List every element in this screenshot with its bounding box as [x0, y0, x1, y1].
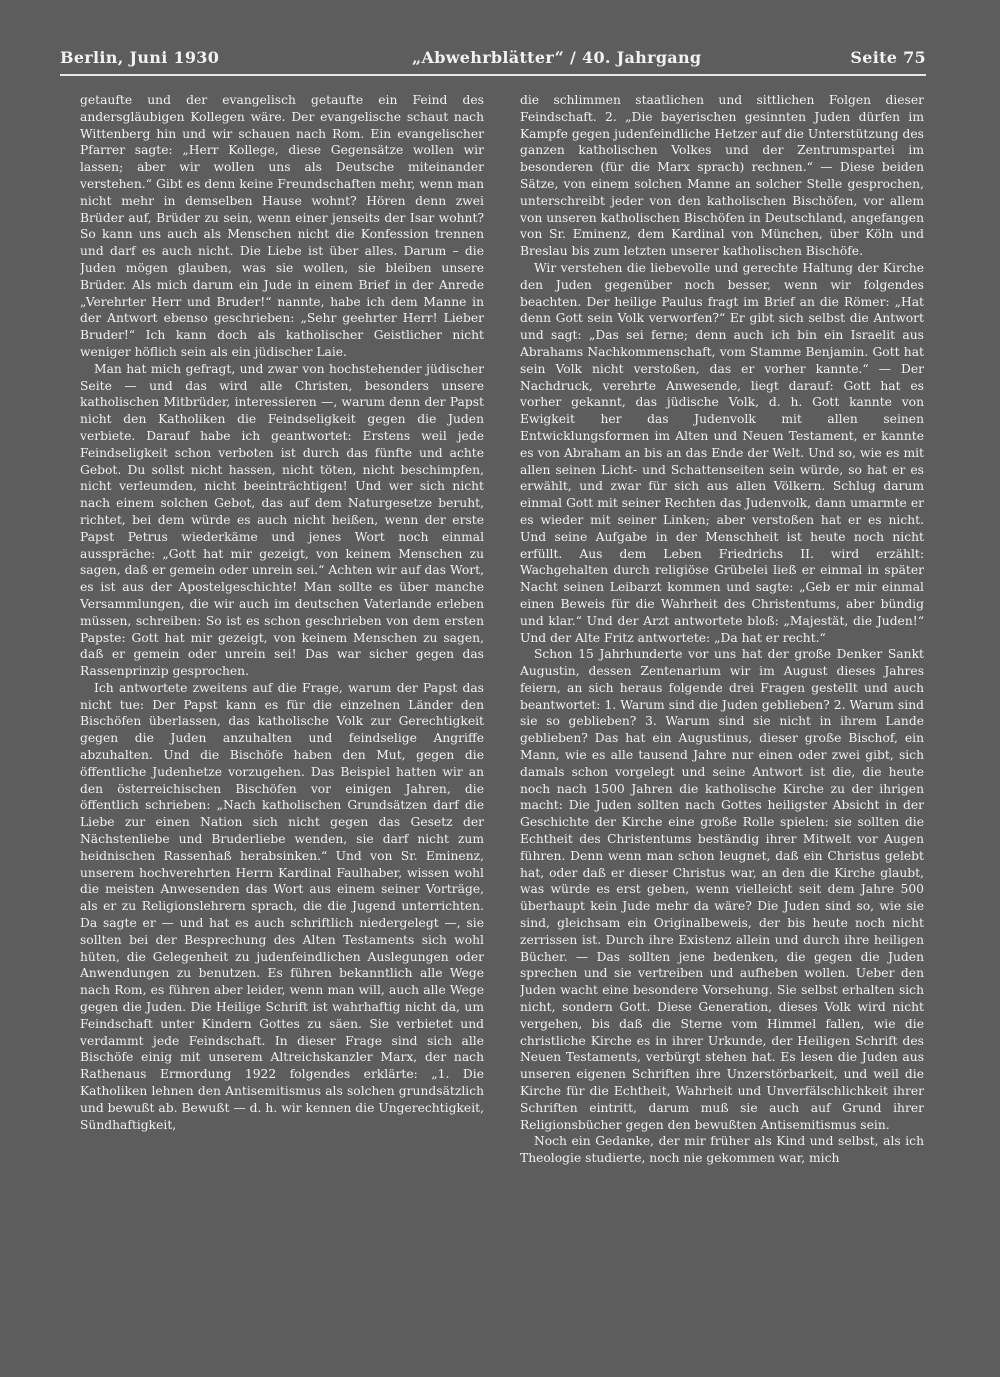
paragraph: Wir verstehen die liebevolle und gerechte Haltung der Kirche den Juden gegenüber noch besser, wenn wir folgendes beachten. Der heilige Paulus fragt im Brief an die Römer: „Hat denn Gott sein Volk verworfen?“ Er gibt sich selbst die Antwort und sagt: „Das sei ferne; denn auch ich bin ein Israelit aus Abrahams Nachkommenschaft, vom Stamme Benjamin. Gott hat sein Volk nicht verstoßen, das er vorher kannte.“ — Der Nachdruck, verehrte Anwesende, liegt darauf: Gott hat es vorher gekannt, das jüdische Volk, d. h. Gott kannte von Ewigkeit her das Judenvolk mit allen seinen Entwicklungsformen im Alten und Neuen Testament, er kannte es von Abraham an bis an das Ende der Welt. Und so, wie es mit allen seinen Licht- und Schattenseiten sein würde, so hat er es erwählt, und zwar für sich aus allen Völkern. Schlug darum einmal Gott mit seiner Rechten das Judenvolk, dann umarmte er es wieder mit seiner Linken; aber verstoßen hat er es nicht. Und seine Aufgabe in der Menschheit ist heute noch nicht erfüllt. Aus dem Leben Friedrichs II. wird erzählt: Wachgehalten durch religiöse Grübelei ließ er einmal in später Nacht seinen Leibarzt kommen und sagte: „Geb er mir einmal einen Beweis für die Wahrheit des Christentums, aber bündig und klar.“ Und der Arzt antwortete bloß: „Majestät, die Juden!“ Und der Alte Fritz antwortete: „Da hat er recht.“ — [520, 260, 924, 645]
paragraph: Schon 15 Jahrhunderte vor uns hat der große Denker Sankt Augustin, dessen Zentenarium wir im August dieses Jahres feiern, an sich heraus folgende drei Fragen gestellt und auch beantwortet: 1. Warum sind die Juden geblieben? 2. Warum sind sie so geblieben? 3. Warum sind sie nicht in ihrem Lande geblieben? Das hat ein Augustinus, dieser große Bischof, ein Mann, wie es alle tausend Jahre nur einen oder zwei gibt, sich damals schon vorgelegt und seine Antwort ist die, die heute noch nach 1500 Jahren die katholische Kirche zu der ihrigen macht: Die Juden sollten nach Gottes heiligster Absicht in der Geschichte der Kirche eine große Rolle spielen: sie sollten die Echtheit des Christentums beständig ihrer Mitwelt vor Augen führen. Denn wenn man schon leugnet, daß ein Christus gelebt hat, oder daß er dieser Christus war, an den die Kirche glaubt, was würde es erst geben, wenn vielleicht seit dem Jahre 500 überhaupt kein Jude mehr da wäre? Die Juden sind so, wie sie sind, gleichsam ein Originalbeweis, der bis heute noch nicht zerrissen ist. Durch ihre Existenz allein und durch ihre heiligen Bücher. — Das sollten jene bedenken, die gegen die Juden sprechen und sie vertreiben und aufheben wollen. Ueber den Juden wacht eine besondere Vorsehung. Sie selbst erhalten sich nicht, sondern Gott. Diese Generation, dieses Volk wird nicht vergehen, bis daß die Sterne vom Himmel fallen, wie die christliche Kirche es in ihrer Urkunde, der Heiligen Schrift des Neuen Testaments, verbürgt stehen hat. Es lesen die Juden aus unseren eigenen Schriften ihre Unzerstörbarkeit, und weil die Kirche für die Echtheit, Wahrheit und Unverfälschlichkeit ihrer Schriften eintritt, darum muß sie auch auf Grund ihrer Religionsbücher gegen den bewußten Antisemitismus sein. — [520, 647, 924, 1132]
paragraph: Noch ein Gedanke, der mir früher als Kind und selbst, als ich Theologie studierte, noch nie gekommen war, mich — [520, 1134, 924, 1166]
header-publication: „Abwehrblätter“ / 40. Jahrgang — [412, 48, 702, 67]
header-page-number: Seite 75 — [850, 48, 926, 67]
paragraph: Ich antwortete zweitens auf die Frage, warum der Papst das nicht tue: Der Papst kann es für die einzelnen Länder den Bischöfen überlassen, das katholische Volk zur Gerechtigkeit gegen die Juden anzuhalten und feindselige Angriffe abzuhalten. Und die Bischöfe haben den Mut, gegen die öffentliche Judenhetze vorzugehen. Das Beispiel hatten wir an den österreichischen Bischöfen vor einigen Jahren, die öffentlich schrieben: „Nach katholischen Grundsätzen darf die Liebe zur einen Nation sich nicht gegen das Gesetz der Nächstenliebe und Bruderliebe wenden, sie darf nicht zum heidnischen Rassenhaß herabsinken.“ Und von Sr. Eminenz, unserem hochverehrten Herrn Kardinal Faulhaber, wissen wohl die meisten Anwesenden das Wort aus einem seiner Vorträge, als er zu Religionslehrern sprach, die die Jugend unterrichten. Da sagte er — und hat es auch schriftlich niedergelegt —, sie sollten bei der Besprechung des Alten Testaments sich wohl hüten, die Gelegenheit zu judenfeindlichen Auslegungen oder Anwendungen zu benutzen. Es führen bekanntlich alle Wege nach Rom, es führen aber leider, wenn man will, auch alle Wege gegen die Juden. Die Heilige Schrift ist wahrhaftig nicht da, um Feindschaft unter Kindern Gottes zu säen. Sie verbietet und verdammt jede Feindschaft. In dieser Frage sind sich alle Bischöfe einig mit unserem Altreichskanzler Marx, der nach Rathenaus Ermordung 1922 folgendes erklärte: „1. Die Katholiken lehnen den Antisemitismus als solchen grundsätzlich und bewußt ab. Bewußt — d. h. wir kennen die Ungerechtigkeit, Sündhaftigkeit, — [80, 680, 484, 1132]
right-column — [520, 92, 924, 1287]
header-date: Berlin, Juni 1930 — [60, 48, 220, 67]
paragraph: getaufte und der evangelisch getaufte ein Feind des andersgläubigen Kollegen wäre. Der evangelische schaut nach Wittenberg hin und wir schauen nach Rom. Ein evangelischer Pfarrer sagte: „Herr Kollege, diese Gegensätze wollen wir lassen; aber wir wollen uns als Deutsche miteinander verstehen.“ Gibt es denn keine Freundschaften mehr, wenn man nicht mehr in demselben Hause wohnt? Hören denn zwei Brüder auf, Brüder zu sein, wenn einer jenseits der Isar wohnt? So kann uns auch als Menschen nicht die Konfession trennen und darf es auch nicht. Die Liebe ist über alles. Darum – die Juden mögen glauben, was sie wollen, sie bleiben unsere Brüder. Als mich darum ein Jude in einem Brief in der Anrede „Verehrter Herr und Bruder!“ nannte, habe ich dem Manne in der Antwort ebenso geschrieben: „Sehr geehrter Herr! Lieber Bruder!“ Ich kann doch als katholischer Geistlicher nicht weniger höflich sein als ein jüdischer Laie. — [80, 93, 484, 359]
paragraph: Man hat mich gefragt, und zwar von hochstehender jüdischer Seite — und das wird alle Christen, besonders unsere katholischen Mitbrüder, interessieren —, warum denn der Papst nicht den Katholiken die Feindseligkeit gegen die Juden verbiete. Darauf habe ich geantwortet: Erstens weil jede Feindseligkeit schon verboten ist durch das fünfte und achte Gebot. Du sollst nicht hassen, nicht töten, nicht beschimpfen, nicht verleumden, nicht beeinträchtigen! Und wer sich nicht nach einem solchen Gebot, das auf dem Naturgesetze beruht, richtet, bei dem würde es auch nicht heißen, wenn der erste Papst Petrus wiederkäme und jenes Wort noch einmal ausspräche: „Gott hat mir gezeigt, von keinem Menschen zu sagen, daß er gemein oder unrein sei.“ Achten wir auf das Wort, es ist aus der Apostelgeschichte! Man sollte es über manche Versammlungen, die wir auch im deutschen Vaterlande erleben müssen, schreiben: So ist es schon geschrieben von dem ersten Papste: Gott hat mir gezeigt, von keinem Menschen zu sagen, daß er gemein oder unrein sei! Das war sicher gegen das Rassenprinzip gesprochen. — [80, 361, 484, 679]
left-column — [80, 92, 484, 1287]
paragraph: die schlimmen staatlichen und sittlichen Folgen dieser Feindschaft. 2. „Die bayerischen gesinnten Juden dürfen im Kampfe gegen judenfeindliche Hetzer auf die Unterstützung des ganzen katholischen Volkes und der Zentrumspartei im besonderen (für die Marx sprach) rechnen.“ — Diese beiden Sätze, von einem solchen Manne an solcher Stelle gesprochen, unterschreibt jeder von den katholischen Bischöfen, vor allem von unseren katholischen Bischöfen in Deutschland, angefangen von Sr. Eminenz, dem Kardinal von München, über Köln und Breslau bis zum letzten unserer katholischen Bischöfe. — [520, 93, 924, 259]
page-header — [60, 48, 926, 72]
header-rule — [60, 74, 926, 76]
